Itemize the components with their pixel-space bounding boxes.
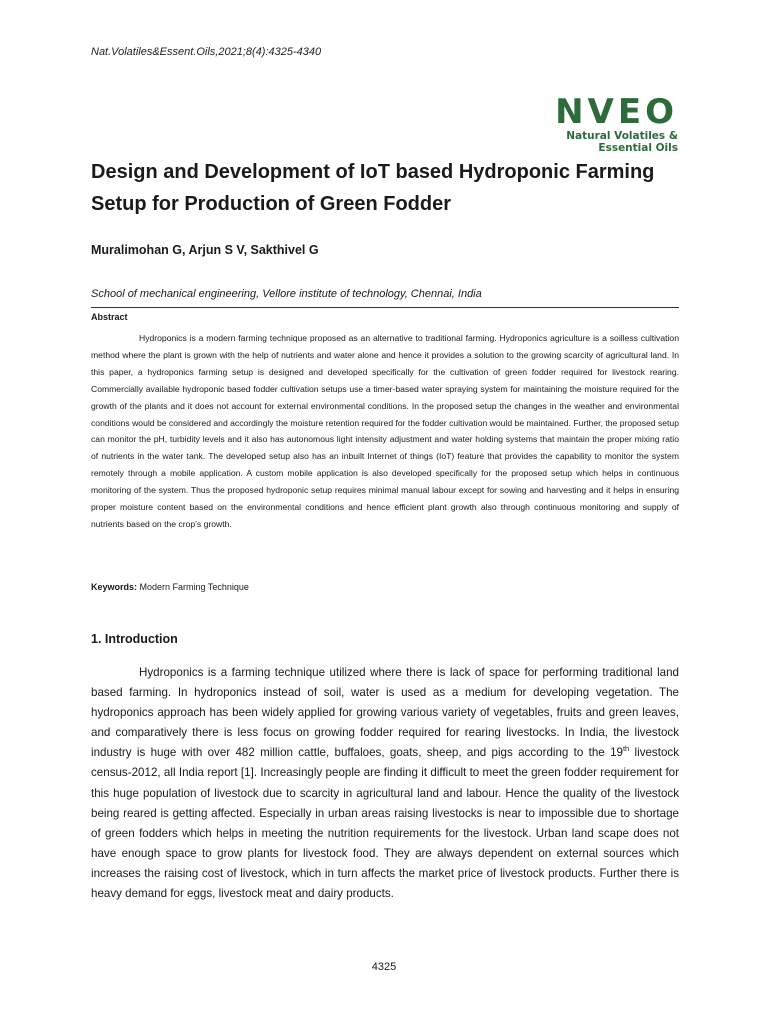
header-divider [91, 307, 679, 308]
journal-logo [548, 94, 678, 154]
author-list: Muralimohan G, Arjun S V, Sakthivel G [91, 243, 319, 257]
introduction-text-part1: Hydroponics is a farming technique utilized where there is lack of space for performing traditional land based farming. In hydroponics instead of soil, water is used as a medium for developing vegetation. The hydroponics approach has been widely applied for growing various variety of vegetables, fruits and green leaves, and comparatively there is less focus on growing fodder required for rearing livestocks. In India, the livestock industry is huge with over 482 million cattle, buffaloes, goats, sheep, and pigs according to the 19 [91, 666, 679, 760]
keywords-value: Modern Farming Technique [139, 582, 249, 592]
introduction-heading: 1. Introduction [91, 632, 178, 646]
abstract-heading: Abstract [91, 312, 128, 322]
logo-subtitle-line1: Natural Volatiles & [566, 130, 678, 142]
ordinal-superscript: th [622, 744, 630, 754]
author-affiliation: School of mechanical engineering, Vellore institute of technology, Chennai, India [91, 288, 482, 300]
logo-mark: NVEO [555, 92, 678, 132]
page-number: 4325 [371, 961, 397, 973]
abstract-text: Hydroponics is a modern farming technique proposed as an alternative to traditional farming. Hydroponics agriculture is a soilless cultivation method where the plant is grown with the help of nutrients and water alone and hence it provides a solution to the growing scarcity of agricultural land. In this paper, a hydroponics farming setup is designed and developed specifically for the cultivation of green fodder required for livestock rearing. Commercially available hydroponic based fodder cultivation setups use a timer-based water spraying system for maintaining the moisture required for the growth of the plants and it does not account for external environmental conditions. In the proposed setup the changes in the weather and environmental conditions would be considered and accordingly the moisture retention required for the fodder cultivation would be maintained. Further, the proposed setup can monitor the pH, turbidity levels and it also has autonomous light intensity adjustment and water holding systems that maintain the proper mixing ratio of nutrients in the water tank. The developed setup also has an inbuilt Internet of things (IoT) feature that provides the capability to monitor the system remotely through a mobile application. A custom mobile application is also developed specifically for the proposed setup which helps in continuous monitoring of the system. Thus the proposed hydroponic setup requires minimal manual labour except for sowing and harvesting and it helps in ensuring proper moisture content based on the environmental conditions and hence efficient plant growth also through continuous monitoring and supply of nutrients based on the crop’s growth. [91, 333, 679, 529]
introduction-paragraph [91, 663, 679, 904]
logo-subtitle-line2: Essential Oils [598, 142, 678, 154]
introduction-text-part2: livestock census-2012, all India report [1]. Increasingly people are finding it difficult to meet the green fodder requirement for this huge population of livestock due to scarcity in agricultural land and labour. Hence the quality of the livestock being reared is getting affected. Especially in urban areas raising livestocks is near to impossible due to shortage of green fodders which helps in meeting the nutrition requirements for the livestock. Urban land scape does not have enough space to grow plants for livestock food. They are always dependent on external sources which increases the raising cost of livestock, which in turn affects the market price of livestock products. Further there is heavy demand for eggs, livestock meat and dairy products. [91, 746, 679, 901]
paper-title: Design and Development of IoT based Hydroponic Farming Setup for Production of Green Fodder [91, 161, 655, 215]
journal-citation: Nat.Volatiles&Essent.Oils,2021;8(4):4325-4340 [91, 46, 322, 58]
keywords-line [91, 582, 249, 592]
keywords-label: Keywords: [91, 582, 138, 592]
